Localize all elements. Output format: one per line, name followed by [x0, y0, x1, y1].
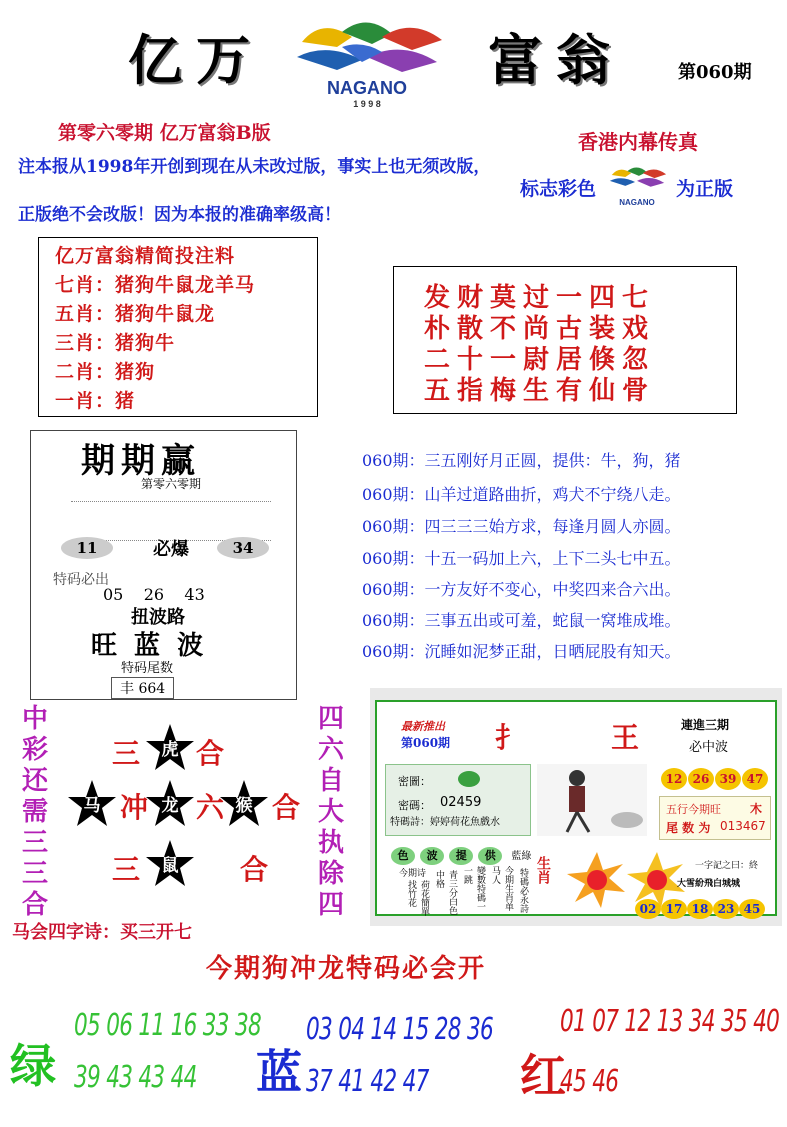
number-ball: 23 [713, 899, 739, 919]
clip-special: 特码必出 [53, 572, 109, 588]
green-wave-label: 绿 [10, 1039, 56, 1093]
number-ball: 47 [742, 768, 768, 790]
notice-line-2: 正版绝不会改版！因为本报的准确率级高！ [18, 205, 341, 225]
zodiac-char: 冲 [120, 791, 149, 824]
prediction-line: 060期：一方友好不变心，中奖四来合六出。 [362, 580, 681, 599]
secret-box: 密圖： 密碼： 02459 特碼詩：婷婷荷花魚戲水 [385, 764, 531, 836]
color-tags: 色 波 提 供 藍綠 [391, 844, 531, 865]
poem-line: 发财莫过一四七 [424, 283, 656, 313]
poem-column: 青三分白色中格 [434, 870, 457, 915]
selection-line: 一肖：猪 [55, 390, 136, 412]
poem-line: 五指梅生有仙骨 [424, 376, 656, 406]
number-ball: 18 [687, 899, 713, 919]
red-numbers-row-2: 45 46 [560, 1064, 619, 1099]
poem-column: 變數特碼一一跳 [462, 866, 485, 911]
selection-line: 三肖：猪狗牛 [55, 332, 176, 354]
blue-numbers-row-2: 37 41 42 47 [306, 1064, 429, 1099]
selection-line: 七肖：猪狗牛鼠龙羊马 [55, 274, 256, 296]
nagano-logo: NAGANO 1 9 9 8 [282, 12, 452, 107]
poem-column: 荷花簡單找竹花 [406, 880, 429, 916]
vertical-phrase-left: 中彩还需三三合 [21, 704, 48, 920]
clip-tail-label: 特码尾数 [121, 661, 174, 676]
poem-box [393, 266, 737, 414]
poem-line: 朴散不尚古装戏 [424, 314, 656, 344]
zodiac-label: 生肖 [535, 856, 551, 884]
star-label: 马 [83, 796, 101, 816]
star-label: 龙 [161, 796, 179, 816]
zodiac-char: 三 [112, 737, 141, 770]
panel-title-a: 扌 [495, 721, 524, 754]
star-icon [218, 778, 270, 830]
number-ball: 17 [661, 899, 687, 919]
poem-line: 二十一尉居倏忽 [424, 345, 656, 375]
blue-wave-label: 蓝 [256, 1045, 302, 1099]
star-icon [144, 722, 196, 774]
zodiac-char: 六 [196, 791, 225, 824]
selection-line: 亿万富翁精简投注料 [55, 245, 236, 267]
panel-issue: 第060期 [401, 736, 451, 750]
clip-numbers: 05 26 43 [103, 585, 205, 604]
burst-icon [567, 852, 627, 912]
edition-label: 第零六零期 亿万富翁B版 [58, 122, 271, 144]
clip-title: 期期赢 [81, 441, 201, 481]
star-label: 虎 [161, 740, 179, 760]
bottom-balls [635, 898, 765, 919]
green-numbers-row-2: 39 43 43 44 [74, 1060, 197, 1095]
vertical-phrase-right: 四六自大执除四 [317, 704, 344, 920]
prediction-line: 060期：四三三三始方求，每逢月圆人亦圆。 [362, 517, 681, 536]
clip-wave: 旺 蓝 波 [91, 631, 208, 661]
zodiac-char: 合 [240, 853, 269, 886]
dog-dragon-banner: 今期狗冲龙特码必会开 [206, 954, 487, 984]
panel-title-b: 王 [611, 721, 640, 754]
star-icon [66, 778, 118, 830]
selection-line: 五肖：猪狗牛鼠龙 [55, 303, 216, 325]
top-balls [661, 768, 768, 790]
prediction-line: 060期：沉睡如泥梦正甜，日晒屁股有知天。 [362, 642, 681, 661]
prediction-line: 060期：三事五出或可羞，蛇鼠一窝堆成堆。 [362, 611, 681, 630]
star-icon [144, 838, 196, 890]
zodiac-char: 三 [112, 853, 141, 886]
standard-label-left: 标志彩色 [520, 178, 597, 200]
poem-column: 今期生肖单马人 [490, 866, 513, 911]
red-wave-label: 红 [520, 1049, 566, 1103]
notice-line-1: 注本报从1998年开创到现在从未改过版，事实上也无须改版， [18, 157, 491, 177]
star-icon [144, 778, 196, 830]
three-issue-label: 連進三期 [681, 718, 730, 732]
red-numbers-row-1: 01 07 12 13 34 35 40 [560, 1004, 780, 1039]
today-poem-label: 今期诗 [399, 869, 427, 879]
issue-number: 第060期 [678, 62, 752, 83]
panel-note-1: 一字記之曰：終 [695, 861, 759, 871]
clip-ball-right: 34 [217, 537, 269, 559]
masthead-title-left: 亿万 [128, 28, 264, 92]
zodiac-char: 合 [196, 737, 225, 770]
zodiac-char: 合 [272, 791, 301, 824]
clip-subtitle: 第零六零期 [141, 477, 202, 491]
small-nagano-logo: NAGANO [604, 160, 670, 216]
number-ball: 02 [635, 899, 661, 919]
clip-tail-value: 丰 664 [111, 677, 174, 699]
standard-label-right: 为正版 [676, 178, 734, 200]
selection-line: 二肖：猪狗 [55, 361, 156, 383]
number-ball: 45 [739, 899, 765, 919]
king-panel-frame [375, 700, 777, 916]
panel-note-2: 大雪紛飛白城城 [677, 879, 741, 889]
number-ball: 12 [661, 768, 687, 790]
number-ball: 39 [715, 768, 741, 790]
masthead-title-right: 富翁 [488, 28, 624, 92]
clip-must-burst: 必爆 [153, 539, 189, 560]
star-label: 鼠 [161, 856, 179, 876]
clip-wave-road: 扭波路 [131, 607, 185, 628]
special-code-poem: 特碼必永詩 [518, 868, 528, 913]
five-element-box: 五行今期旺 木 尾 数 为 013467 [659, 796, 771, 840]
secret-picture-icon [458, 771, 480, 787]
newspaper-clip [30, 430, 297, 700]
selection-box [38, 237, 318, 417]
clip-ball-left: 11 [61, 537, 113, 559]
figure-picture-icon [537, 764, 647, 836]
must-wave-label: 必中波 [689, 740, 729, 755]
prediction-line: 060期：山羊过道路曲折，鸡犬不宁绕八走。 [362, 485, 681, 504]
blue-numbers-row-1: 03 04 14 15 28 36 [306, 1012, 494, 1047]
star-label: 猴 [235, 796, 253, 816]
horse-poem: 马会四字诗：买三开七 [12, 922, 192, 943]
hk-fax-label: 香港内幕传真 [578, 130, 698, 154]
latest-label: 最新推出 [401, 720, 445, 733]
number-ball: 26 [688, 768, 714, 790]
prediction-line: 060期：三五刚好月正圆，提供：牛，狗，猪 [362, 451, 681, 470]
prediction-line: 060期：十五一码加上六，上下二头七中五。 [362, 549, 681, 568]
green-numbers-row-1: 05 06 11 16 33 38 [74, 1008, 262, 1043]
king-panel [370, 688, 782, 926]
